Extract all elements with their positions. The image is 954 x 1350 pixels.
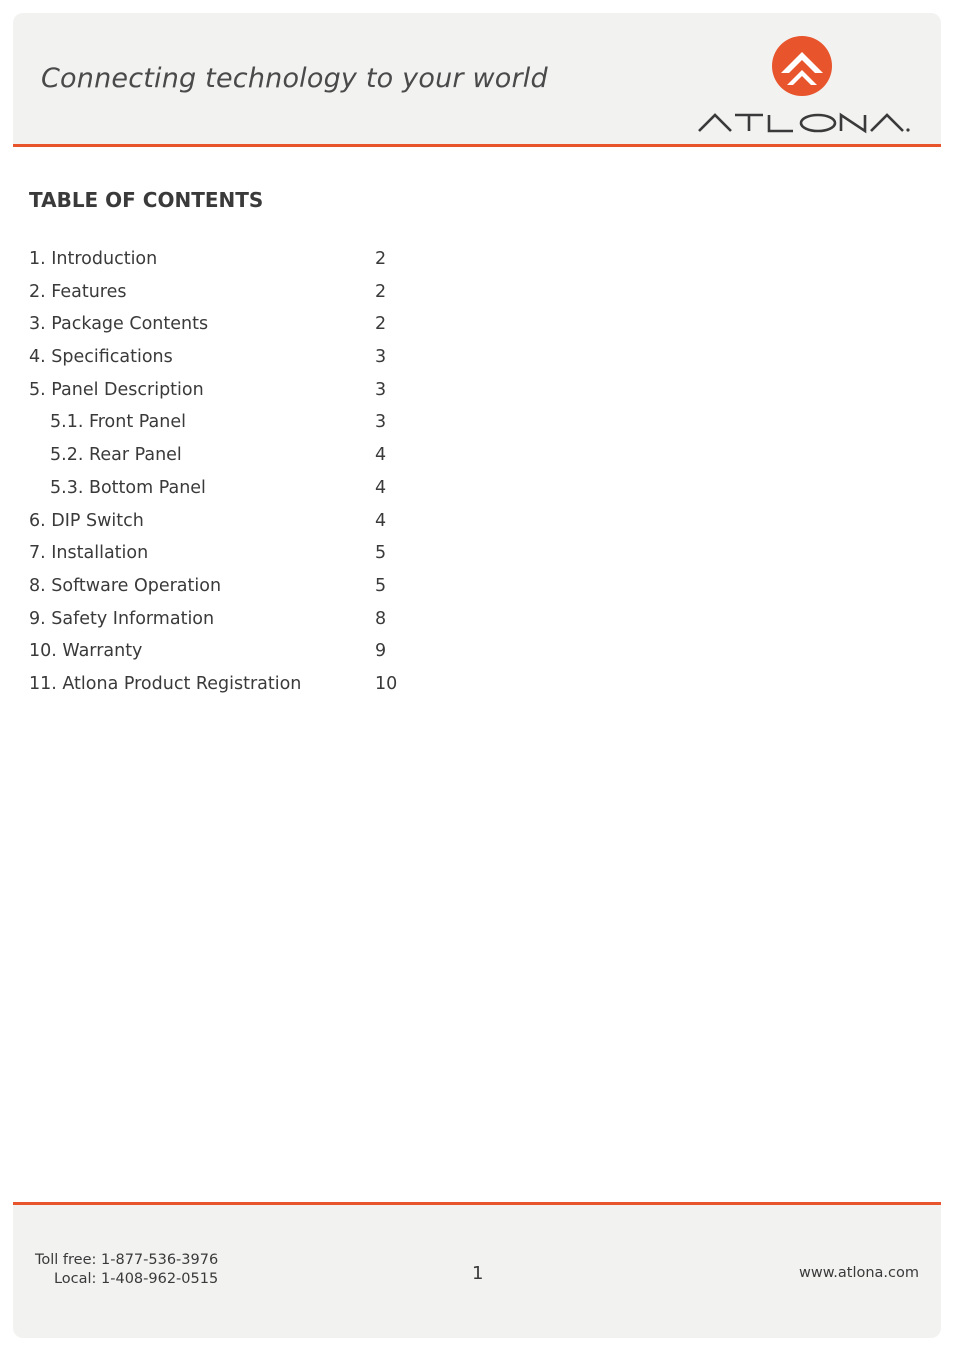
toc-entry[interactable]: 11. Atlona Product Registration 10 [29, 673, 398, 694]
page-header [13, 13, 941, 147]
toc-entry[interactable]: 6. DIP Switch 4 [29, 510, 387, 531]
toc-entry[interactable]: 4. Specifications 3 [29, 347, 387, 368]
contact-info [35, 1251, 218, 1289]
toc-entry[interactable]: 5. Panel Description 3 [29, 379, 387, 400]
page-footer [13, 1202, 941, 1338]
atlona-wordmark-icon [695, 105, 915, 139]
website-link[interactable]: www.atlona.com [799, 1265, 919, 1281]
toc-entry[interactable]: 2. Features 2 [29, 281, 387, 302]
tagline: Connecting technology to your world [41, 63, 548, 94]
table-of-contents [29, 243, 429, 701]
toc-entry[interactable]: 9. Safety Information 8 [29, 608, 387, 629]
toc-subentry[interactable]: 5.2. Rear Panel 4 [50, 445, 387, 466]
local-number: Local: 1-408-962-0515 [53, 1271, 219, 1287]
page-number: 1 [472, 1263, 484, 1284]
toc-entry[interactable]: 10. Warranty 9 [29, 641, 387, 662]
toc-entry[interactable]: 1. Introduction 2 [29, 249, 387, 269]
toc-title: TABLE OF CONTENTS [29, 188, 264, 212]
atlona-wordmark [695, 105, 915, 139]
toc-subentry[interactable]: 5.3. Bottom Panel 4 [50, 477, 387, 498]
toc-entry[interactable]: 8. Software Operation 5 [29, 575, 387, 596]
toc-entry[interactable]: 7. Installation 5 [29, 543, 387, 564]
toll-free-number: Toll free: 1-877-536-3976 [35, 1252, 219, 1268]
toc-subentry[interactable]: 5.1. Front Panel 3 [50, 412, 387, 433]
toc-entry[interactable]: 3. Package Contents 2 [29, 314, 387, 335]
atlona-logo-icon [771, 35, 833, 97]
